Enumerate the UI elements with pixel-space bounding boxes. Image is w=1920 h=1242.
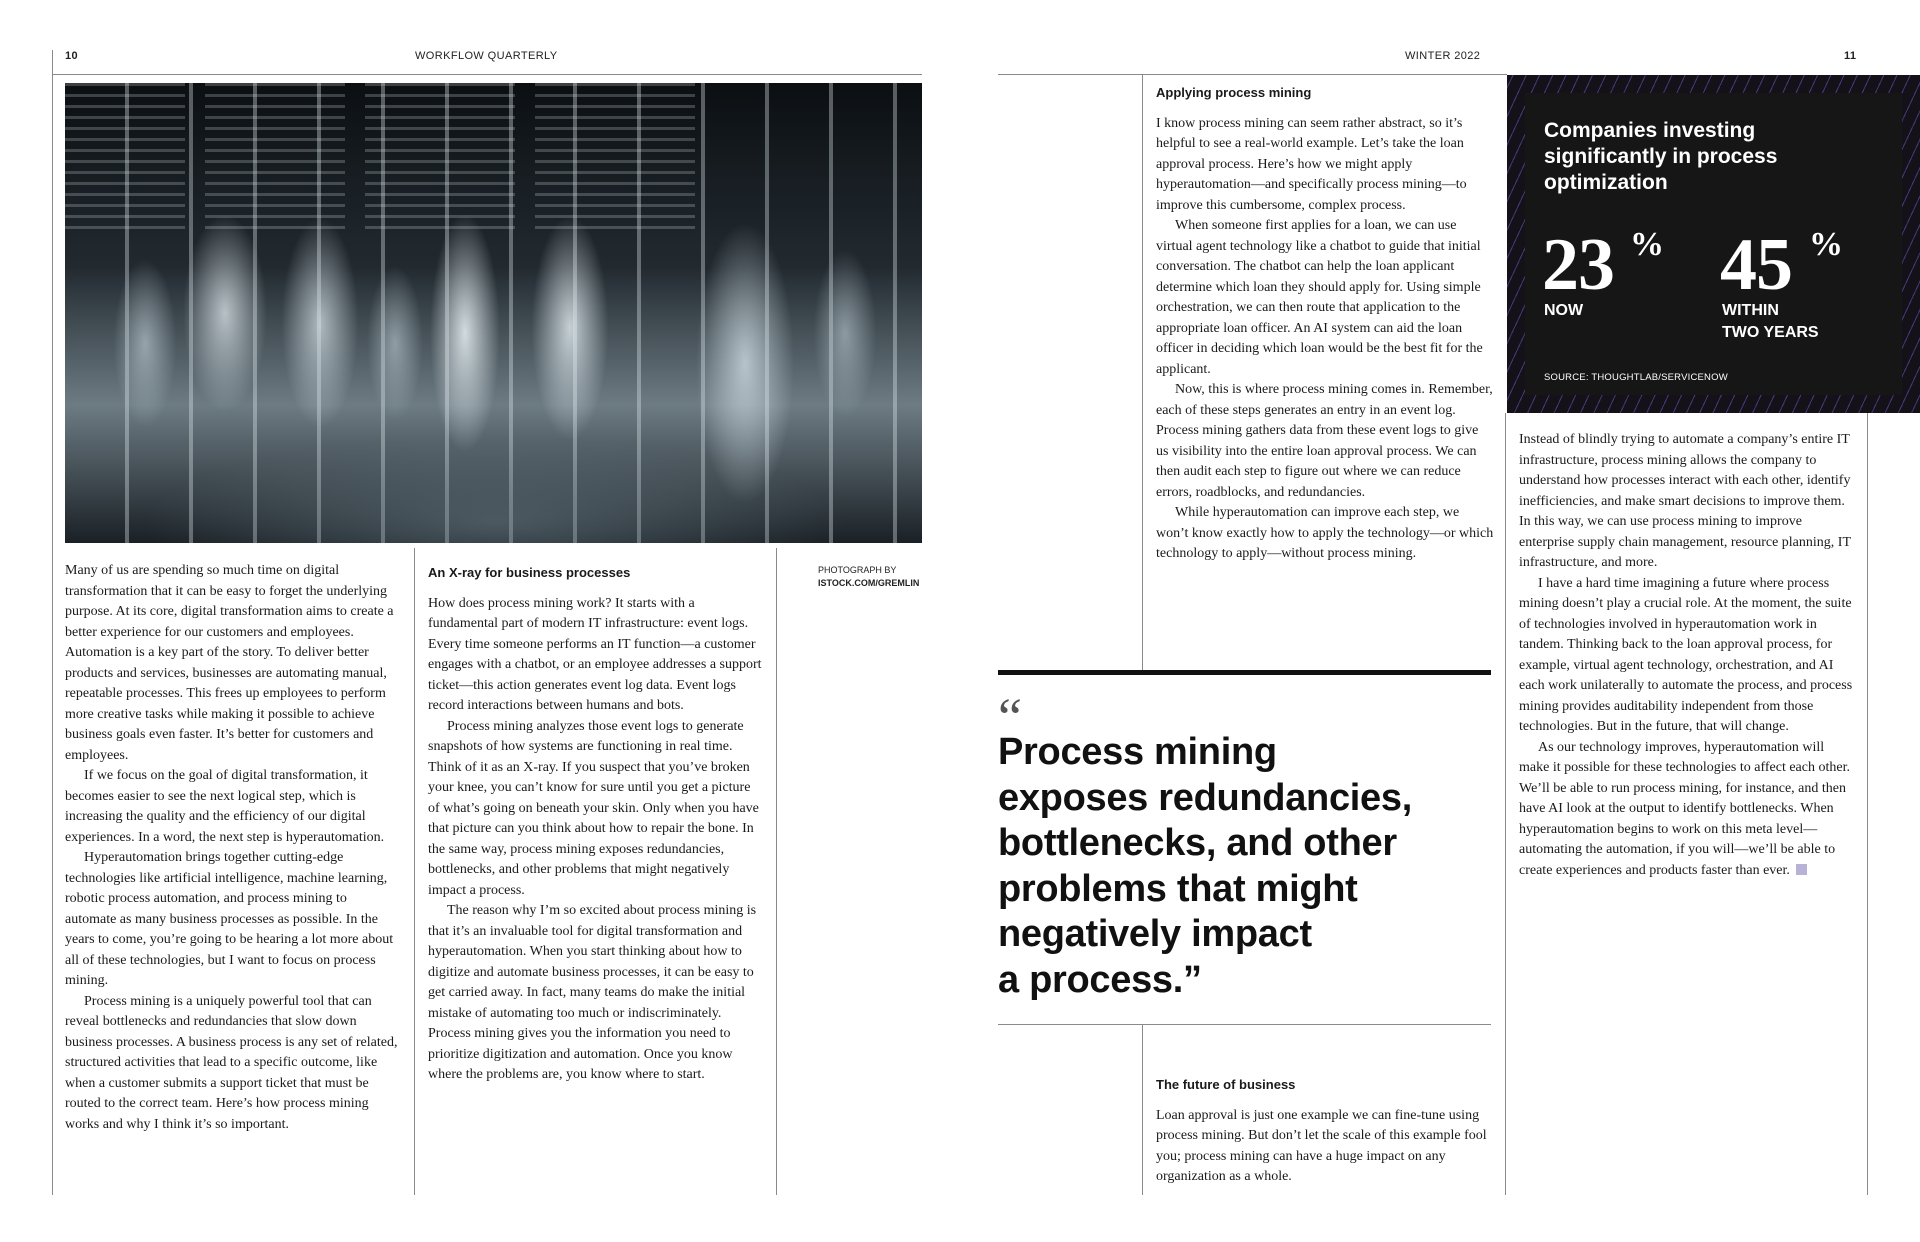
photo-credit <box>818 564 919 590</box>
photo-credit-label: PHOTOGRAPH BY <box>818 565 897 575</box>
paragraph: Process mining is a uniquely powerful tool that can reveal bottlenecks and redundancies that slow down business processes. A business process is any set of related, structured activities that lead to a specific outcome, like when a customer submits a support ticket that must be routed to the correct team. Here’s how process mining works and why I think it’s so important. <box>65 993 398 1132</box>
paragraph: When someone first applies for a loan, we can use virtual agent technology like a chatbot to guide that initial conversation. The chatbot can help the loan applicant determine which loan they should apply for. Using simple orchestration, we can then route that application to the appropriate loan officer. An AI system can aid the loan officer in deciding which loan would be the best fit for the applicant. <box>1156 218 1483 377</box>
stat-source: SOURCE: THOUGHTLAB/SERVICENOW <box>1544 372 1728 383</box>
stat-label-now: NOW <box>1544 302 1584 319</box>
window-blind <box>535 83 695 233</box>
end-mark-icon <box>1796 864 1807 875</box>
paragraph: Many of us are spending so much time on digital transformation that it can be easy to forget the underlying purpose. At its core, digital transformation aims to create a better experience for our customers and employees. Automation is a key part of the story. To deliver better products and services, businesses are automating manual, repeatable processes. This frees up employees to perform more creative tasks while making it possible to achieve business goals even faster. It’s better for customers and employees. <box>65 563 394 763</box>
stat-unit-now: % <box>1630 226 1664 263</box>
article-column-2 <box>428 563 764 1086</box>
paragraph: Process mining analyzes those event logs to generate snapshots of how systems are functioning in real time. Think of it as an X-ray. If you suspect that you’ve broken your knee, you can’t know for sure until you get a picture of what’s going on beneath your skin. Only when you have that picture can you think about how to repair the bone. In the same way, process mining exposes redundancies, bottlenecks, and other problems that might negatively impact a process. <box>428 718 759 898</box>
paragraph: I have a hard time imagining a future where process mining doesn’t play a crucial role. At the moment, the suite of technologies involved in hyperautomation work in tandem. Thinking back to the loan approval process, for example, virtual agent technology, orchestration, and AI each work unilaterally to automate the process, and process mining provides auditability independent from those technologies. But in the future, that will change. <box>1519 575 1853 734</box>
pull-quote-rule <box>998 670 1491 675</box>
column-rule-1 <box>414 548 415 1195</box>
pull-quote-line: problems that might <box>998 867 1358 910</box>
stat-unit-two-years: % <box>1809 226 1843 263</box>
article-column-4 <box>1519 430 1857 881</box>
paragraph: If we focus on the goal of digital transformation, it becomes easier to see the next logical step, which is increasing the quality and the efficiency of our digital experiences. In a word, the next step is hyperautomation. <box>65 768 385 845</box>
stat-value-two-years: 45 <box>1720 224 1792 306</box>
pull-quote-line: a process.” <box>998 958 1202 1001</box>
right-header-rule <box>998 74 1507 75</box>
right-page-number: 11 <box>1844 50 1857 62</box>
left-header-rule <box>52 74 922 75</box>
paragraph: I know process mining can seem rather abstract, so it’s helpful to see a real-world example. Let’s take the loan approval process. Here’s how we might apply hyperautomation—and specifically process mining—to improve this cumbersome, complex process. <box>1156 115 1467 213</box>
quote-mark-icon: “ <box>998 687 1022 747</box>
pull-quote-line: exposes redundancies, <box>998 776 1412 819</box>
stat-label-line: TWO YEARS <box>1722 324 1819 341</box>
pull-quote-bottom-rule <box>998 1024 1491 1025</box>
section-heading: The future of business <box>1156 1077 1296 1092</box>
column-rule-3-bottom <box>1142 1025 1143 1195</box>
paragraph <box>1519 738 1857 882</box>
paragraph: Loan approval is just one example we can fine-tune using process mining. But don’t let the scale of this example fool you; process mining can have a huge impact on any organization as a whole. <box>1156 1107 1487 1184</box>
paragraph: Now, this is where process mining comes in. Remember, each of these steps generates an entry in an event log. Process mining gathers data from these event logs to give us visibility into the entire loan approval process. We can then audit each step to figure out where we can reduce errors, roadblocks, and redundancies. <box>1156 382 1493 500</box>
pull-quote <box>998 730 1478 1003</box>
column-rule-4 <box>1505 413 1506 1195</box>
publication-name: WORKFLOW QUARTERLY <box>415 50 558 62</box>
paragraph: How does process mining work? It starts with a fundamental part of modern IT infrastructure: event logs. Every time someone performs an IT function—a customer engages with a chatbot, or an employee addresses a support ticket—this action generates event log data. Event logs record interactions between humans and bots. <box>428 595 762 713</box>
left-page-number: 10 <box>65 50 79 62</box>
paragraph: Hyperautomation brings together cutting-edge technologies like artificial intelligence, machine learning, robotic process automation, and process mining to automate as many business processes as possible. In the years to come, you’re going to be hearing a lot more about all of these technologies, but I want to focus on process mining. <box>65 850 394 988</box>
article-column-1 <box>65 561 401 1135</box>
section-heading: An X-ray for business processes <box>428 565 631 580</box>
pull-quote-line: bottlenecks, and other <box>998 822 1397 864</box>
section-heading: Applying process mining <box>1156 85 1312 100</box>
issue-date: WINTER 2022 <box>1405 50 1481 62</box>
window-blind <box>365 83 515 233</box>
article-column-3 <box>1156 83 1494 565</box>
stat-value-now: 23 <box>1542 224 1614 306</box>
paragraph-text: As our technology improves, hyperautomation will make it possible for these technologies to affect each other. We’ll be able to run process mining, for instance, and then have AI look at the output to identify bottlenecks. When hyperautomation begins to work on this meta level—automating the automation, if you will—we’ll be able to create experiences and products faster than ever. <box>1519 739 1850 878</box>
stat-box-title: Companies investing significantly in process optimization <box>1544 119 1778 194</box>
right-page-edge-rule <box>1867 413 1868 1195</box>
photo-credit-source: ISTOCK.COM/GREMLIN <box>818 578 920 588</box>
crowd-photo <box>65 83 922 543</box>
stat-label-line: WITHIN <box>1722 302 1779 319</box>
column-rule-3-top <box>1142 75 1143 670</box>
pull-quote-line: negatively impact <box>998 913 1312 955</box>
window-blind <box>65 83 185 233</box>
paragraph: While hyperautomation can improve each step, we won’t know exactly how to apply the technology—or which technology to apply—without process mining. <box>1156 505 1494 561</box>
paragraph: The reason why I’m so excited about process mining is that it’s an invaluable tool for digital transformation and hyperautomation. When you start thinking about how to digitize and automate business processes, it can be easy to get carried away. In fact, many teams do make the initial mistake of automating too much or indiscriminately. Process mining gives you the information you need to prioritize digitization and automation. Once you know where the problems are, you know where to start. <box>428 903 757 1082</box>
paragraph: Instead of blindly trying to automate a company’s entire IT infrastructure, process mining allows the company to understand how processes interact with each other, identify inefficiencies, and make smart decisions to improve them. In this way, we can use process mining to improve enterprise supply chain management, resource planning, IT infrastructure, and more. <box>1519 432 1851 570</box>
column-rule-2 <box>776 548 777 1195</box>
stat-label-two-years <box>1722 300 1872 344</box>
window-blind <box>205 83 345 233</box>
left-page-edge-rule <box>52 50 53 1195</box>
article-column-3-bottom <box>1156 1075 1494 1188</box>
pull-quote-line: Process mining <box>998 731 1277 773</box>
